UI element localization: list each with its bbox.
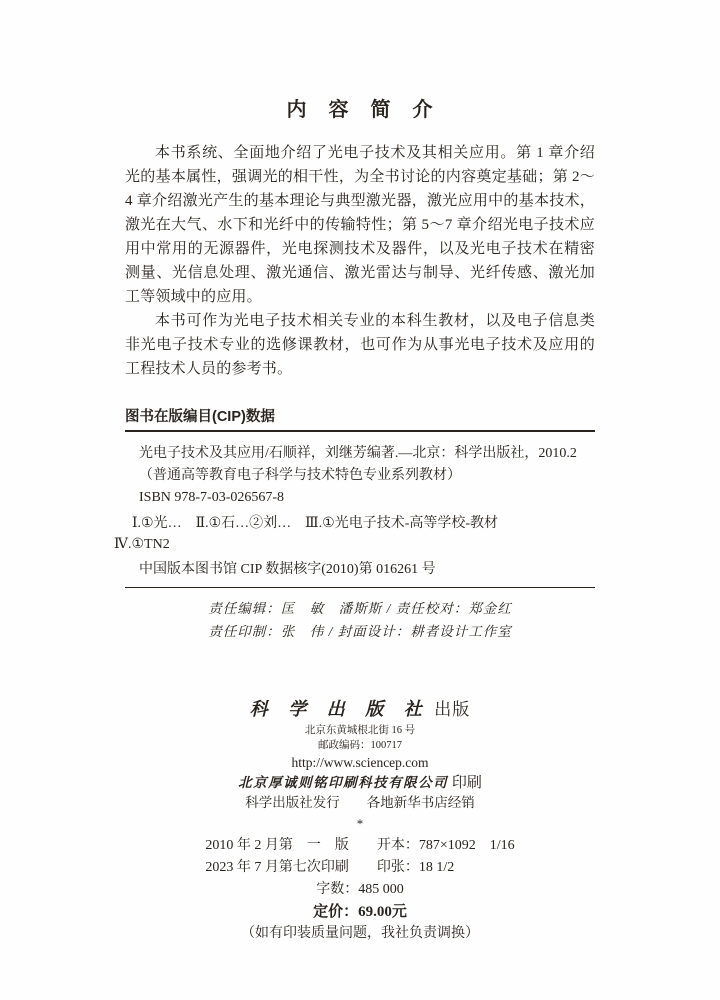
edition-impression-pair: [205, 835, 514, 879]
cip-class-line-1: Ⅰ.①光… Ⅱ.①石…②刘… Ⅲ.①光电子技术-高等学校-教材: [132, 516, 499, 531]
publisher-block: [0, 699, 720, 945]
cip-class-line-2: Ⅳ.①TN2: [114, 537, 170, 552]
credits-line-2: 责任印制：张 伟 / 封面设计：耕者设计工作室: [208, 624, 512, 639]
printing-details: [0, 835, 720, 945]
price-line: 定价：69.00元: [313, 904, 407, 920]
publisher-address: 北京东黄城根北街 16 号: [304, 725, 416, 736]
edition-line: 2010 年 2 月第 一 版 开本：787×1092 1/16: [205, 838, 515, 853]
publisher-url: http://www.sciencep.com: [291, 755, 429, 770]
cip-rule: [125, 430, 595, 432]
cip-isbn-line: ISBN 978-7-03-026567-8: [139, 490, 285, 505]
publisher-name: 科 学 出 版 社: [249, 699, 430, 719]
staff-credits: [125, 597, 595, 643]
publisher-name-line: [0, 699, 720, 720]
intro-paragraph-1: 本书系统、全面地介绍了光电子技术及其相关应用。第 1 章介绍光的基本属性，强调光的相干性，为全书讨论的内容奠定基础；第 2～4 章介绍激光产生的基本理论与典型激光器，激光应用中的基本技术，激光在大气、水下和光纤中的传输特性；第 5～7 章介绍光电子技术应用中常用的无源器件，光电探测技术及器件，以及光电子技术在精密测量、光信息处理、激光通信、激光雷达与制导、光纤传感、激光加工等领域中的应用。: [125, 145, 595, 305]
publisher-postcode: 邮政编码：100717: [318, 739, 402, 751]
cip-body: [125, 443, 595, 509]
cip-record-line: 中国版本图书馆 CIP 数据核字(2010)第 016261 号: [139, 562, 436, 577]
content-summary: [125, 141, 595, 381]
wordcount-line: 字数：485 000: [316, 882, 404, 897]
publisher-name-suffix: 出版: [434, 700, 471, 719]
credits-line-1: 责任编辑：匡 敏 潘斯斯 / 责任校对：郑金红: [208, 601, 512, 616]
distribution-line: 科学出版社发行 各地新华书店经销: [245, 795, 475, 810]
asterisk-divider: *: [356, 816, 364, 831]
impression-line: 2023 年 7 月第七次印刷 印张：18 1/2: [205, 860, 455, 875]
printer-line: [0, 773, 720, 793]
cip-title-line: 光电子技术及其应用/石顺祥，刘继芳编著.—北京：科学出版社，2010.2: [139, 446, 577, 461]
exchange-note: （如有印装质量问题，我社负责调换）: [241, 926, 479, 941]
intro-paragraph-2: 本书可作为光电子技术相关专业的本科生教材，以及电子信息类非光电子技术专业的选修课教材，也可作为从事光电子技术及应用的工程技术人员的参考书。: [125, 313, 595, 377]
page-title: 内 容 简 介: [286, 99, 434, 121]
cip-classification: [114, 513, 595, 555]
section-rule: [125, 587, 595, 588]
printer-suffix: 印刷: [451, 775, 482, 791]
cip-section: [114, 409, 595, 643]
printer-name: 北京厚诚则铭印刷科技有限公司: [238, 775, 449, 790]
cip-series-line: （普通高等教育电子科学与技术特色专业系列教材）: [139, 468, 461, 483]
cip-header: 图书在版编目(CIP)数据: [125, 409, 275, 425]
